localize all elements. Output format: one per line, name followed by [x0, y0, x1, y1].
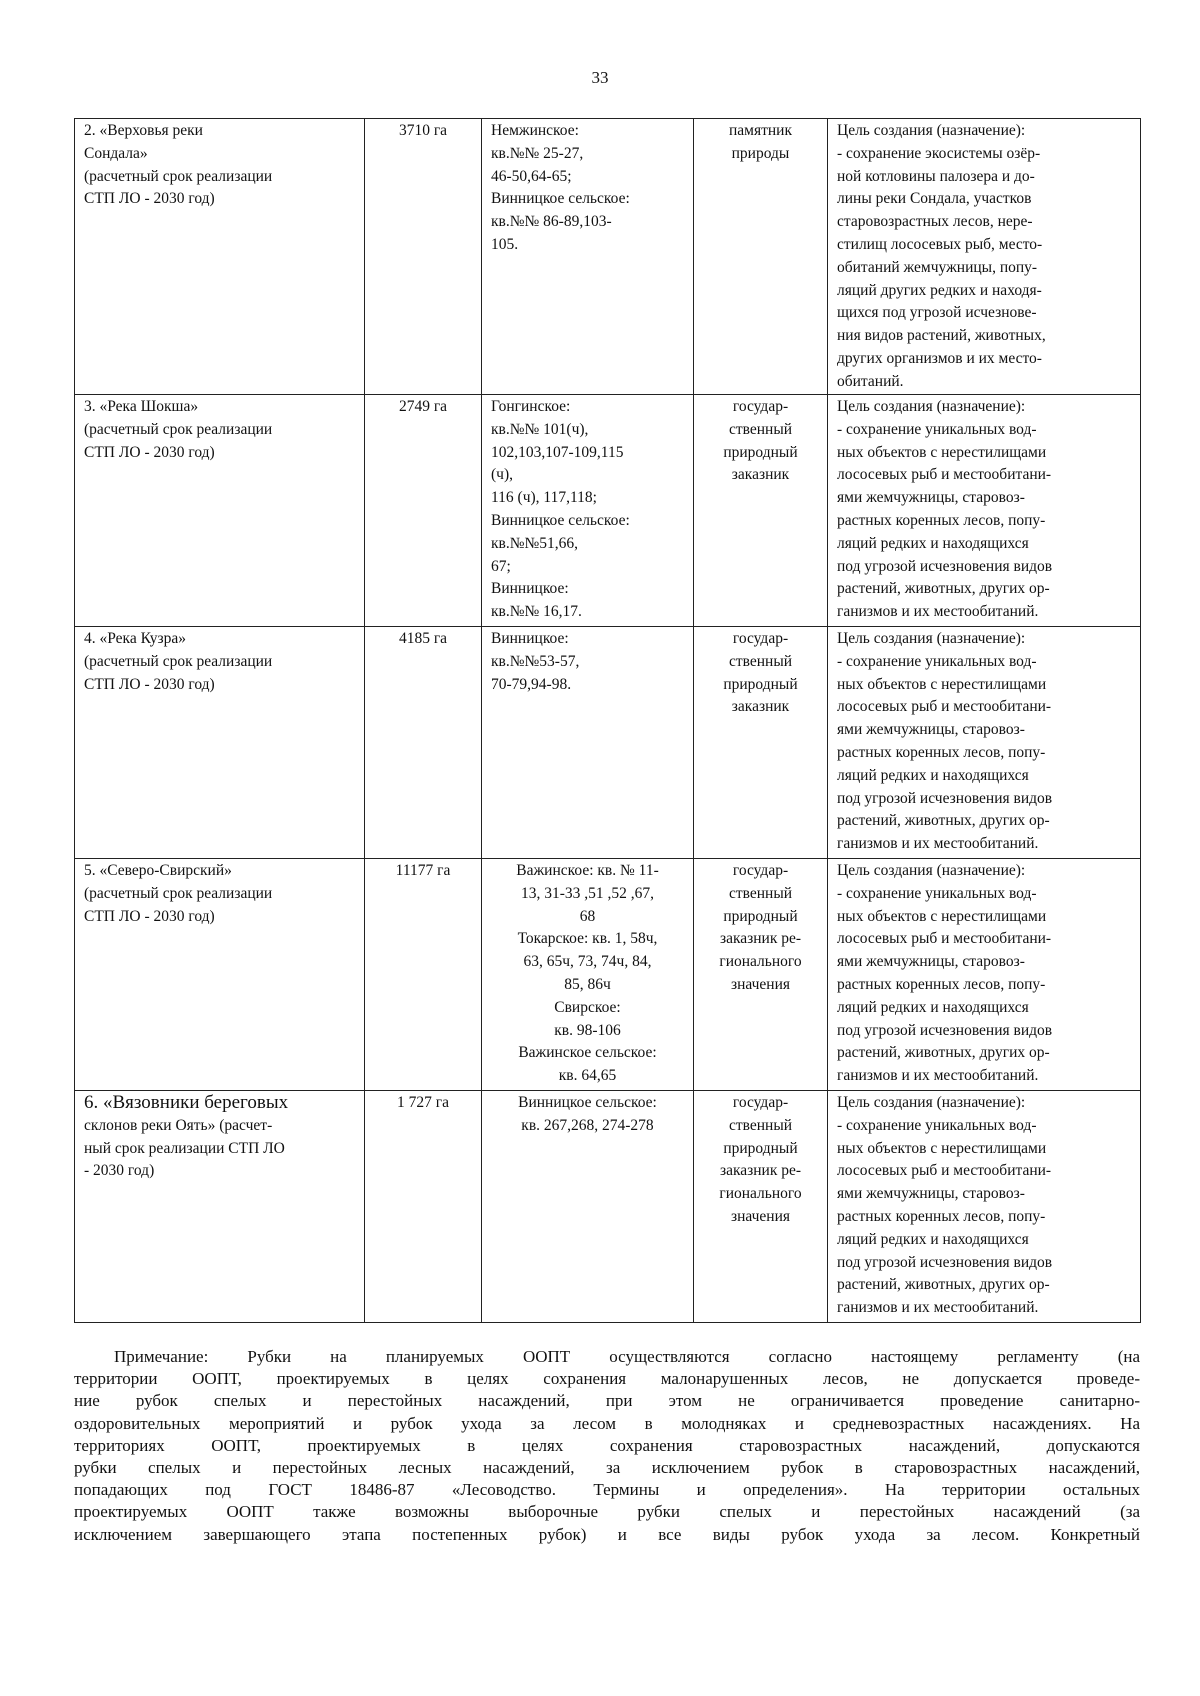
purpose-cell: Цель создания (назначение): - сохранение уникальных вод- ных объектов с нерестилищами лососевых рыб и местообитани- ями жемчужницы, старовоз- растных коренных лесов, попу- ляций редких и находящихся под угрозой исчезновения видов растений, животных, других ор- ганизмов и их местообитаний.: [828, 627, 1141, 859]
note-line: Примечание: Рубки на планируемых ООПТ осуществляются согласно настоящему регламенту (на: [114, 1347, 1140, 1366]
area-name-cell: 6. «Вязовники береговых склонов реки Оять» (расчет- ный срок реализации СТП ЛО - 2030 год): [75, 1091, 365, 1323]
note-line: рубки спелых и перестойных лесных насаждений, за исключением рубок в старовозрастных насаждений,: [74, 1458, 1140, 1478]
location-cell: Винницкое: кв.№№53-57, 70-79,94-98.: [482, 627, 694, 859]
purpose-cell: Цель создания (назначение): - сохранение экосистемы озёр- ной котловины палозера и до- лины реки Сондала, участков старовозрастных лесов, нере- стилищ лососевых рыб, место- обитаний жемчужницы, попу- ляций других редких и находя- щихся под угрозой исчезнове- ния видов растений, животных, других организмов и их место- обитаний.: [828, 119, 1141, 395]
area-size-cell: 3710 га: [365, 119, 482, 395]
location-cell: Винницкое сельское: кв. 267,268, 274-278: [482, 1091, 694, 1323]
area-name-cell: 3. «Река Шокша» (расчетный срок реализации СТП ЛО - 2030 год): [75, 395, 365, 627]
note-paragraph: [74, 1346, 1140, 1546]
area-name-cell: 5. «Северо-Свирский» (расчетный срок реализации СТП ЛО - 2030 год): [75, 859, 365, 1091]
area-name-cell: 4. «Река Кузра» (расчетный срок реализации СТП ЛО - 2030 год): [75, 627, 365, 859]
table-row: [75, 395, 1141, 627]
note-line: оздоровительных мероприятий и рубок ухода за лесом в молодняках и средневозрастных насаждениях. На: [74, 1413, 1140, 1433]
note-line: попадающих под ГОСТ 18486-87 «Лесоводство. Термины и определения». На территории остальных: [74, 1480, 1140, 1500]
category-cell: государ- ственный природный заказник ре- гионального значения: [694, 859, 828, 1091]
location-cell: Гонгинское: кв.№№ 101(ч), 102,103,107-109,115 (ч), 116 (ч), 117,118; Винницкое сельское: кв.№№51,66, 67; Винницкое: кв.№№ 16,17.: [482, 395, 694, 627]
note-line: территории ООПТ, проектируемых в целях сохранения малонарушенных лесов, не допускается проведе-: [74, 1369, 1140, 1389]
location-cell: Важинское: кв. № 11- 13, 31-33 ,51 ,52 ,67, 68 Токарское: кв. 1, 58ч, 63, 65ч, 73, 74ч, 84, 85, 86ч Свирское: кв. 98-106 Важинское сельское: кв. 64,65: [482, 859, 694, 1091]
purpose-cell: Цель создания (назначение): - сохранение уникальных вод- ных объектов с нерестилищами лососевых рыб и местообитани- ями жемчужницы, старовоз- растных коренных лесов, попу- ляций редких и находящихся под угрозой исчезновения видов растений, животных, других ор- ганизмов и их местообитаний.: [828, 859, 1141, 1091]
category-cell: памятник природы: [694, 119, 828, 395]
area-size-cell: 2749 га: [365, 395, 482, 627]
area-size-cell: 1 727 га: [365, 1091, 482, 1323]
note-line: ние рубок спелых и перестойных насаждений, при этом не ограничивается проведение санитарно-: [74, 1391, 1140, 1411]
table-row: [75, 859, 1141, 1091]
category-cell: государ- ственный природный заказник ре- гионального значения: [694, 1091, 828, 1323]
area-size-cell: 11177 га: [365, 859, 482, 1091]
page-number: 33: [591, 68, 609, 87]
area-name-cell: 2. «Верховья реки Сондала» (расчетный срок реализации СТП ЛО - 2030 год): [75, 119, 365, 395]
category-cell: государ- ственный природный заказник: [694, 627, 828, 859]
table-row: [75, 119, 1141, 395]
area-size-cell: 4185 га: [365, 627, 482, 859]
protected-areas-table: [74, 118, 1141, 1323]
purpose-cell: Цель создания (назначение): - сохранение уникальных вод- ных объектов с нерестилищами лососевых рыб и местообитани- ями жемчужницы, старовоз- растных коренных лесов, попу- ляций редких и находящихся под угрозой исчезновения видов растений, животных, других ор- ганизмов и их местообитаний.: [828, 395, 1141, 627]
table-row: [75, 627, 1141, 859]
table-row: [75, 1091, 1141, 1323]
location-cell: Немжинское: кв.№№ 25-27, 46-50,64-65; Винницкое сельское: кв.№№ 86-89,103- 105.: [482, 119, 694, 395]
category-cell: государ- ственный природный заказник: [694, 395, 828, 627]
note-line: проектируемых ООПТ также возможны выборочные рубки спелых и перестойных насаждений (за: [74, 1502, 1140, 1522]
note-line: территориях ООПТ, проектируемых в целях сохранения старовозрастных насаждений, допускаются: [74, 1435, 1140, 1455]
purpose-cell: Цель создания (назначение): - сохранение уникальных вод- ных объектов с нерестилищами лососевых рыб и местообитани- ями жемчужницы, старовоз- растных коренных лесов, попу- ляций редких и находящихся под угрозой исчезновения видов растений, животных, других ор- ганизмов и их местообитаний.: [828, 1091, 1141, 1323]
note-line: исключением завершающего этапа постепенных рубок) и все виды рубок ухода за лесом. Конкретный: [74, 1524, 1140, 1544]
